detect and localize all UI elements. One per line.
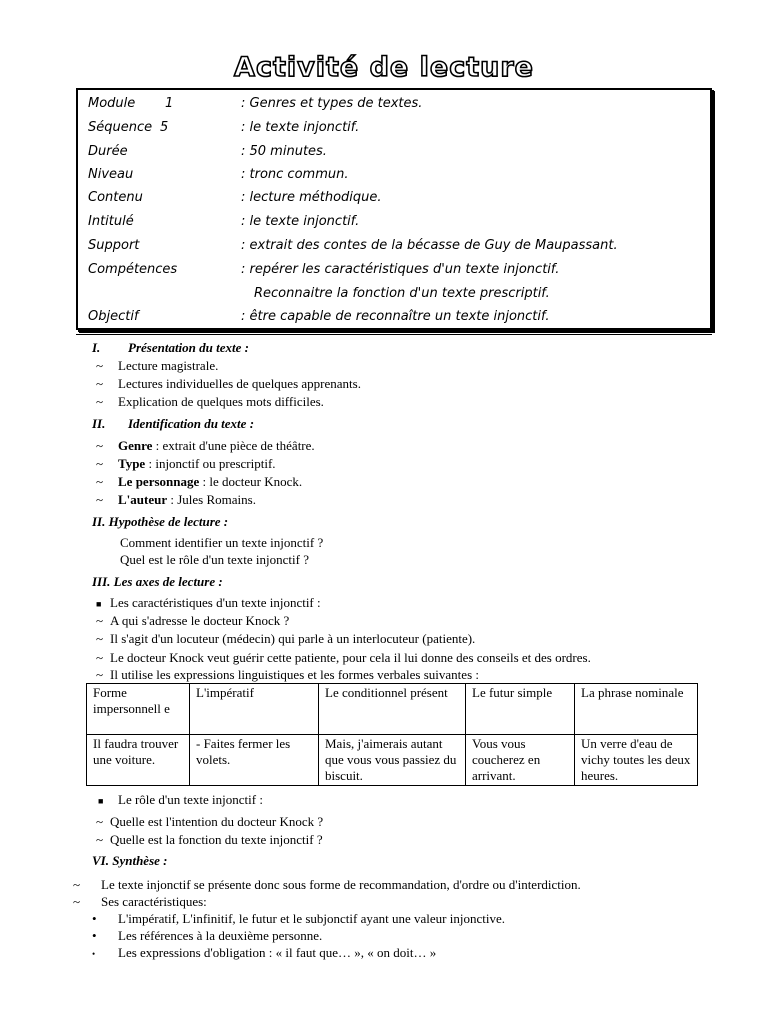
list-item-text: Ses caractéristiques: <box>101 894 207 909</box>
tilde-bullet-icon: ~ <box>96 631 104 646</box>
list-item <box>96 358 218 373</box>
item-label: Le personnage <box>118 474 200 489</box>
table-cell: - Faites fermer les volets. <box>190 735 319 786</box>
list-item-text: Quelle est la fonction du texte injonctif ? <box>110 832 323 847</box>
section-heading: II. Hypothèse de lecture : <box>92 514 229 529</box>
separator-rule <box>76 334 712 335</box>
list-item-text: Le docteur Knock veut guérir cette patiente, pour cela il lui donne des conseils et des ordres. <box>110 650 591 665</box>
list-item-text: Lecture magistrale. <box>118 358 219 373</box>
info-label: Niveau <box>88 167 134 182</box>
table-cell: Il faudra trouver une voiture. <box>87 735 190 786</box>
list-item <box>92 911 505 926</box>
info-row-niveau <box>88 167 349 182</box>
table-cell: Vous vous coucherez en arrivant. <box>466 735 575 786</box>
info-value: Reconnaitre la fonction d'un texte prescriptif. <box>254 286 550 301</box>
list-item <box>96 650 591 665</box>
list-item <box>92 928 322 943</box>
list-item-text: L'impératif, L'infinitif, le futur et le subjonctif ayant une valeur injonctive. <box>118 911 505 926</box>
section-title: Identification du texte : <box>128 416 255 431</box>
tilde-bullet-icon: ~ <box>73 877 81 892</box>
section-heading <box>92 416 255 431</box>
info-row-support <box>88 238 618 253</box>
list-item-text: Quelle est l'intention du docteur Knock ? <box>110 814 324 829</box>
list-item <box>96 832 323 847</box>
list-item <box>96 595 321 612</box>
tilde-bullet-icon: ~ <box>96 650 104 665</box>
question-text: Comment identifier un texte injonctif ? <box>120 535 324 550</box>
tilde-bullet-icon: ~ <box>96 376 104 391</box>
list-item-text: Il s'agit d'un locuteur (médecin) qui parle à un interlocuteur (patiente). <box>110 631 476 646</box>
info-label: Support <box>88 238 140 253</box>
info-value: : le texte injonctif. <box>241 214 360 229</box>
list-item <box>96 631 475 646</box>
table-cell: Un verre d'eau de vichy toutes les deux heures. <box>575 735 698 786</box>
table-cell: Le futur simple <box>466 684 575 735</box>
info-label: Compétences <box>88 262 178 277</box>
info-value: : tronc commun. <box>241 167 349 182</box>
section-number: I. <box>92 340 101 355</box>
tilde-bullet-icon: ~ <box>96 814 104 829</box>
verb-forms-table <box>86 683 698 786</box>
tilde-bullet-icon: ~ <box>96 667 104 682</box>
table-row <box>87 735 698 786</box>
list-item-text: Explication de quelques mots difficiles. <box>118 394 324 409</box>
info-row-contenu <box>88 190 382 205</box>
info-value: : le texte injonctif. <box>241 120 360 135</box>
info-value: : 50 minutes. <box>241 144 327 159</box>
info-value: : extrait des contes de la bécasse de Guy de Maupassant. <box>241 238 618 253</box>
tilde-bullet-icon: ~ <box>96 358 104 373</box>
list-item <box>96 456 276 471</box>
info-row-module <box>88 96 423 111</box>
list-item <box>96 376 361 391</box>
info-row-sequence <box>88 120 360 135</box>
item-value: : Jules Romains. <box>167 492 256 507</box>
list-item-text: Il utilise les expressions linguistiques et les formes verbales suivantes : <box>110 667 479 682</box>
square-bullet-icon: ■ <box>96 599 102 609</box>
info-row-duree <box>88 144 327 159</box>
table-cell: Le conditionnel présent <box>319 684 466 735</box>
tilde-bullet-icon: ~ <box>96 394 104 409</box>
section-heading <box>92 340 249 355</box>
list-item <box>96 492 256 507</box>
section-title: Présentation du texte : <box>128 340 249 355</box>
list-item-text: Lectures individuelles de quelques apprenants. <box>118 376 361 391</box>
item-value: : injonctif ou prescriptif. <box>145 456 276 471</box>
list-item-text: Le texte injonctif se présente donc sous forme de recommandation, d'ordre ou d'interdiction. <box>101 877 581 892</box>
tilde-bullet-icon: ~ <box>96 456 104 471</box>
info-label: Séquence <box>88 120 153 135</box>
info-value: : lecture méthodique. <box>241 190 382 205</box>
item-value: : le docteur Knock. <box>199 474 303 489</box>
section-number: II. <box>92 416 106 431</box>
list-item-text: Les expressions d'obligation : « il faut que… », « on doit… » <box>118 945 437 960</box>
table-cell: La phrase nominale <box>575 684 698 735</box>
list-item <box>96 474 302 489</box>
question-text: Quel est le rôle d'un texte injonctif ? <box>120 552 309 567</box>
info-row-objectif <box>88 309 550 324</box>
table-cell: L'impératif <box>190 684 319 735</box>
dot-bullet-icon: • <box>92 911 97 926</box>
info-label: Objectif <box>88 309 139 324</box>
info-label: Contenu <box>88 190 143 205</box>
info-label: Module <box>88 96 136 111</box>
info-row-intitule <box>88 214 360 229</box>
info-label: Durée <box>88 144 128 159</box>
tilde-bullet-icon: ~ <box>96 613 104 628</box>
list-item-text: Les caractéristiques d'un texte injonctif : <box>110 595 321 610</box>
info-value: : repérer les caractéristiques d'un texte injonctif. <box>241 262 560 277</box>
dot-bullet-icon: • <box>92 949 96 959</box>
info-label-extra: 1 <box>165 96 174 111</box>
list-item <box>73 894 207 909</box>
item-label: Genre <box>118 438 153 453</box>
page-title: Activité de lecture <box>234 52 534 83</box>
square-bullet-icon: ■ <box>98 796 104 806</box>
list-item <box>96 667 479 682</box>
dot-bullet-icon: • <box>92 928 97 943</box>
table-cell: Mais, j'aimerais autant que vous vous passiez du biscuit. <box>319 735 466 786</box>
info-label-extra: 5 <box>160 120 169 135</box>
section-heading: III. Les axes de lecture : <box>92 574 223 589</box>
item-label: L'auteur <box>118 492 168 507</box>
list-item <box>96 394 324 409</box>
item-label: Type <box>118 456 146 471</box>
list-item <box>96 613 289 628</box>
list-item-text: Le rôle d'un texte injonctif : <box>118 792 263 807</box>
list-item <box>96 814 323 829</box>
tilde-bullet-icon: ~ <box>96 438 104 453</box>
section-heading: VI. Synthèse : <box>92 853 168 868</box>
info-label: Intitulé <box>88 214 134 229</box>
table-header-row <box>87 684 698 735</box>
tilde-bullet-icon: ~ <box>96 474 104 489</box>
info-value: : Genres et types de textes. <box>241 96 423 111</box>
info-box <box>76 88 712 330</box>
list-item <box>98 792 263 809</box>
table-cell: Forme impersonnell e <box>87 684 190 735</box>
item-value: : extrait d'une pièce de théâtre. <box>152 438 315 453</box>
list-item-text: Les références à la deuxième personne. <box>118 928 323 943</box>
tilde-bullet-icon: ~ <box>96 492 104 507</box>
info-row-competences <box>88 262 560 277</box>
list-item-text: A qui s'adresse le docteur Knock ? <box>110 613 290 628</box>
list-item <box>73 877 581 892</box>
tilde-bullet-icon: ~ <box>73 894 81 909</box>
list-item <box>92 945 436 962</box>
list-item <box>96 438 315 453</box>
tilde-bullet-icon: ~ <box>96 832 104 847</box>
info-value: : être capable de reconnaître un texte injonctif. <box>241 309 550 324</box>
